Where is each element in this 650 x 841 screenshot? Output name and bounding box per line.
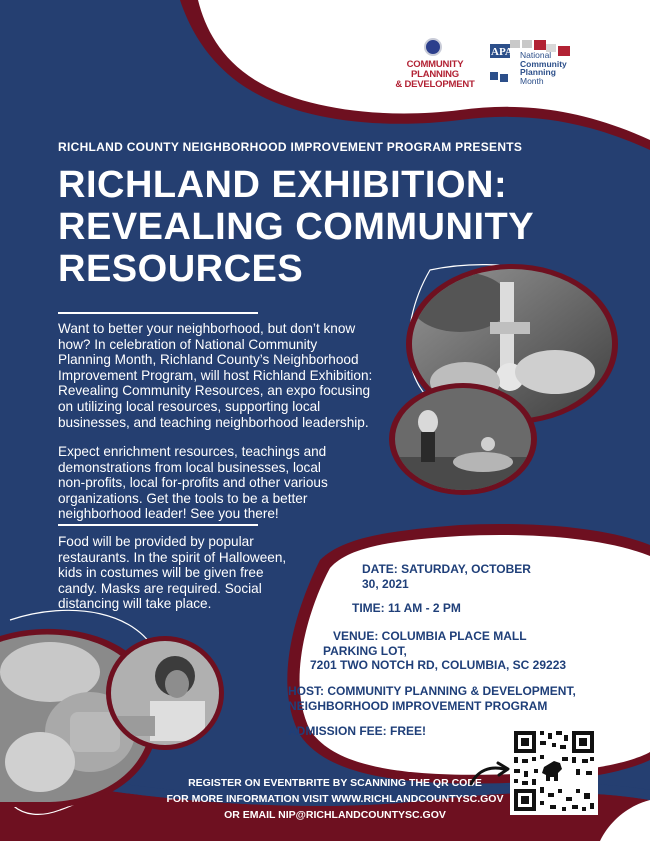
apa-line-4: Month <box>520 75 544 86</box>
paragraph-line: neighborhood leader! See you there! <box>58 506 279 522</box>
host-detail <box>288 684 576 713</box>
enrichment-paragraph <box>58 444 328 522</box>
paragraph-line: Revealing Community Resources, an expo focusing <box>58 383 371 399</box>
date-detail <box>362 562 531 591</box>
intro-paragraph <box>58 321 372 430</box>
apa-line-2: Community <box>520 58 567 69</box>
host-line-2: NEIGHBORHOOD IMPROVEMENT PROGRAM <box>288 698 548 713</box>
venue-line-1: VENUE: COLUMBIA PLACE MALL <box>333 629 527 643</box>
paragraph-line: restaurants. In the spirit of Halloween, <box>58 549 287 565</box>
title-line-2: REVEALING COMMUNITY <box>58 206 535 248</box>
date-line-1: DATE: SATURDAY, OCTOBER <box>362 562 531 576</box>
paragraph-line: on utilizing local resources, supporting local <box>58 398 321 414</box>
cpd-logo-text <box>390 60 480 90</box>
apa-line-3: Planning <box>520 67 556 77</box>
date-line-2: 30, 2021 <box>362 576 409 591</box>
apa-line-1: National <box>520 50 552 60</box>
paragraph-line: candy. Masks are required. Social <box>58 580 262 596</box>
paragraph-line: non-profits, local for-profits and other various <box>58 475 328 491</box>
paragraph-line: how? In celebration of National Community <box>58 336 318 352</box>
venue-line-2: PARKING LOT, <box>323 643 407 658</box>
paragraph-line: distancing will take place. <box>58 596 212 612</box>
host-line-1: HOST: COMMUNITY PLANNING & DEVELOPMENT, <box>288 684 576 698</box>
cpd-line-2: & DEVELOPMENT <box>395 79 475 90</box>
time-detail: TIME: 11 AM - 2 PM <box>352 601 461 615</box>
divider-2 <box>58 524 258 526</box>
paragraph-line: businesses, and teaching neighborhood leadership. <box>58 414 369 430</box>
title-line-1: RICHLAND EXHIBITION: <box>58 164 508 206</box>
paragraph-line: Expect enrichment resources, teachings and <box>58 444 327 459</box>
kicker-text: RICHLAND COUNTY NEIGHBORHOOD IMPROVEMENT PROGRAM PRESENTS <box>58 140 523 154</box>
exercise-photo <box>388 382 538 497</box>
food-paragraph <box>58 534 286 612</box>
cpd-line-1: COMMUNITY PLANNING <box>406 59 464 80</box>
cta-line-3[interactable]: OR EMAIL NIP@RICHLANDCOUNTYSC.GOV <box>224 809 446 821</box>
title-line-3: RESOURCES <box>58 248 304 290</box>
paragraph-line: Planning Month, Richland County’s Neighborhood <box>58 352 359 368</box>
cta-line-2[interactable]: FOR MORE INFORMATION VISIT WWW.RICHLANDCOUNTYSC.GOV <box>166 793 504 805</box>
qr-code-icon[interactable] <box>510 727 598 815</box>
venue-detail <box>310 629 566 673</box>
apa-logo-text <box>520 51 567 85</box>
paragraph-line: organizations. Get the tools to be a better <box>58 490 308 506</box>
cta-line-1: REGISTER ON EVENTBRITE BY SCANNING THE QR CODE <box>188 777 482 789</box>
paragraph-line: Food will be provided by popular <box>58 534 254 549</box>
apa-abbr: APA <box>491 46 513 58</box>
paragraph-line: kids in costumes will be given free <box>58 565 264 581</box>
logo-bar <box>390 38 610 98</box>
paragraph-line: Want to better your neighborhood, but don’t know <box>58 321 356 336</box>
child-crafting-photo <box>105 636 225 751</box>
admission-detail: ADMISSION FEE: FREE! <box>288 724 427 738</box>
cpd-seal-icon <box>424 38 442 56</box>
arrow-icon <box>468 760 512 788</box>
paragraph-line: Improvement Program, will host Richland Exhibition: <box>58 367 373 383</box>
venue-line-3: 7201 TWO NOTCH RD, COLUMBIA, SC 29223 <box>310 658 567 672</box>
call-to-action <box>150 775 520 823</box>
paragraph-line: demonstrations from local businesses, local <box>58 459 321 475</box>
divider-1 <box>58 312 258 314</box>
